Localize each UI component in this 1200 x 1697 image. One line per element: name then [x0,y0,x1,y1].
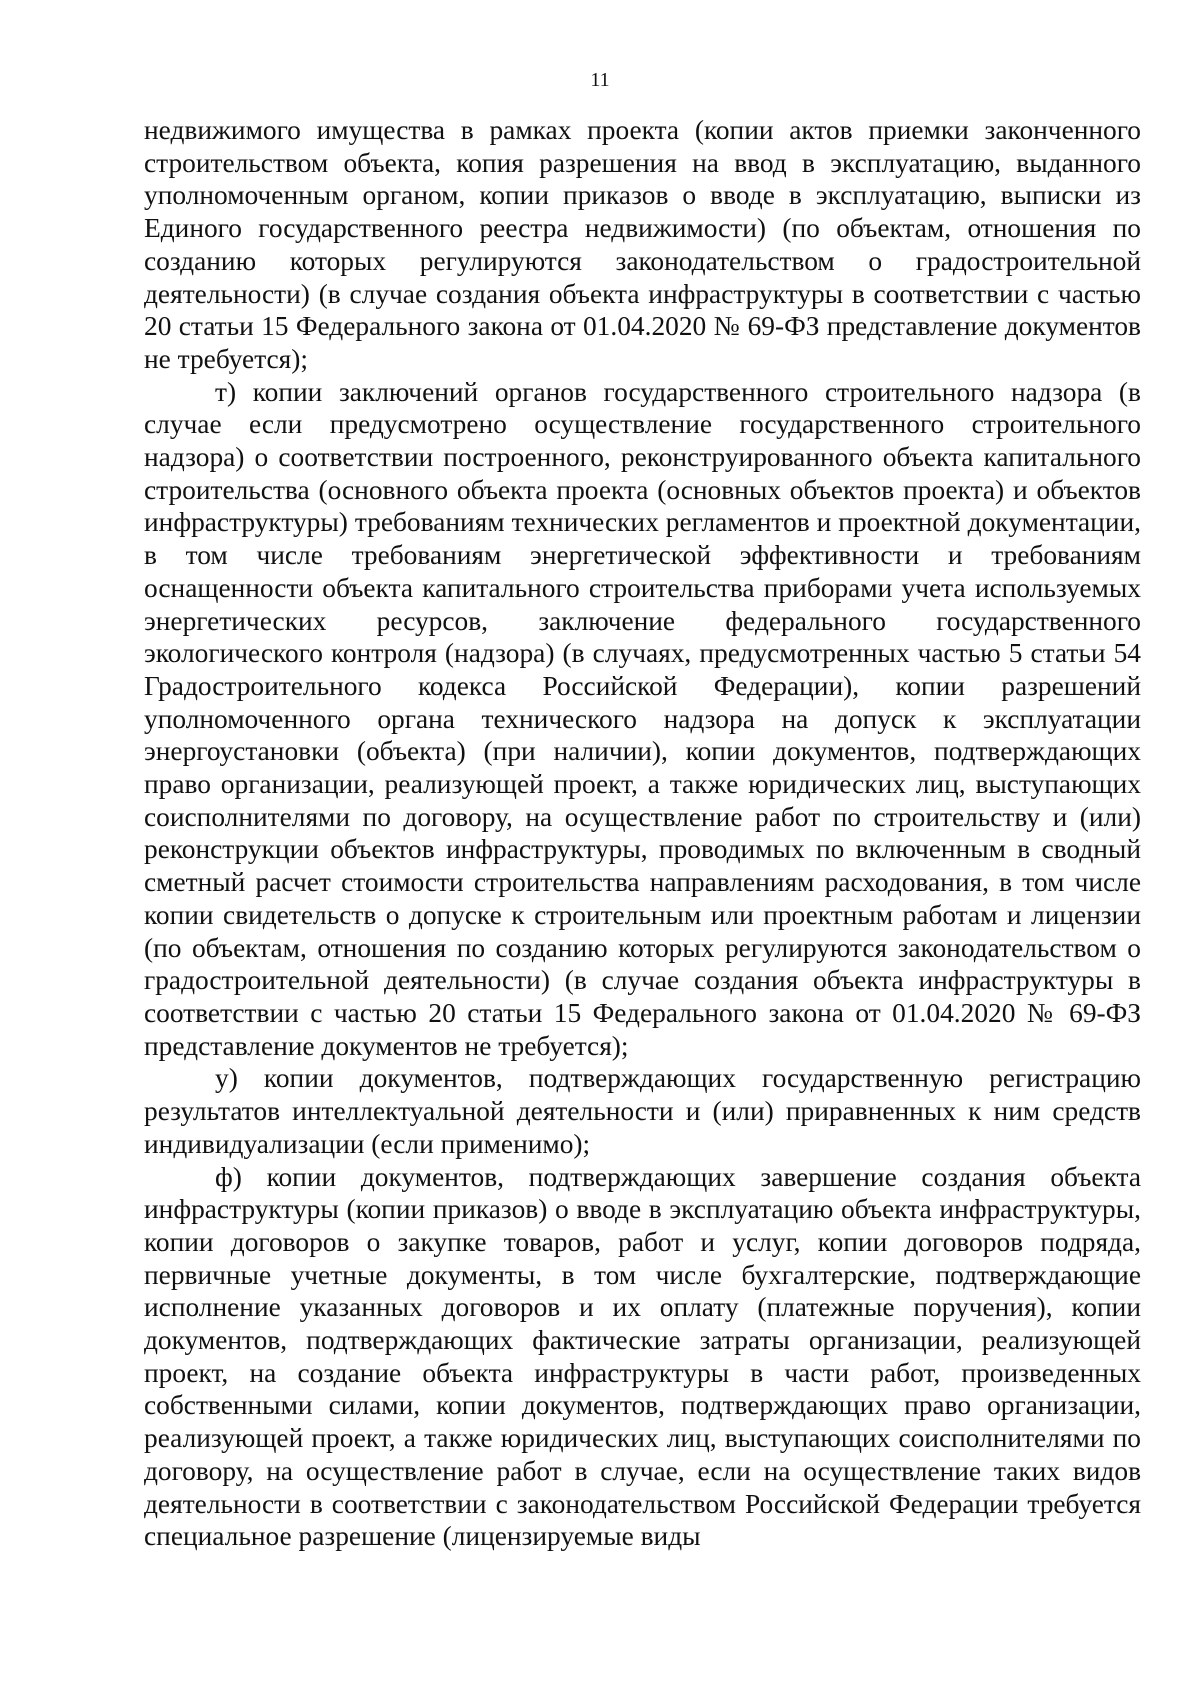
paragraph-item-t: т) копии заключений органов государственного строительного надзора (в случае если предусмотрено осуществление государственного строительного надзора) о соответствии построенного, реконструированного объекта капитального строительства (основного объекта проекта (основных объектов проекта) и объектов инфраструктуры) требованиям технических регламентов и проектной документации, в том числе требованиям энергетической эффективности и требованиям оснащенности объекта капитального строительства приборами учета используемых энергетических ресурсов, заключение федерального государственного экологического контроля (надзора) (в случаях, предусмотренных частью 5 статьи 54 Градостроительного кодекса Российской Федерации), копии разрешений уполномоченного органа технического надзора на допуск к эксплуатации энергоустановки (объекта) (при наличии), копии документов, подтверждающих право организации, реализующей проект, а также юридических лиц, выступающих соисполнителями по договору, на осуществление работ по строительству и (или) реконструкции объектов инфраструктуры, проводимых по включенным в сводный сметный расчет стоимости строительства направлениям расходования, в том числе копии свидетельств о допуске к строительным или проектным работам и лицензии (по объектам, отношения по созданию которых регулируются законодательством о градостроительной деятельности) (в случае создания объекта инфраструктуры в соответствии с частью 20 статьи 15 Федерального закона от 01.04.2020 № 69-ФЗ представление документов не требуется); [144,376,1141,1061]
paragraph-item-f: ф) копии документов, подтверждающих завершение создания объекта инфраструктуры (копии приказов) о вводе в эксплуатацию объекта инфраструктуры, копии договоров о закупке товаров, работ и услуг, копии договоров подряда, первичные учетные документы, в том числе бухгалтерские, подтверждающие исполнение указанных договоров и их оплату (платежные поручения), копии документов, подтверждающих фактические затраты организации, реализующей проект, на создание объекта инфраструктуры в части работ, произведенных собственными силами, копии документов, подтверждающих право организации, реализующей проект, а также юридических лиц, выступающих соисполнителями по договору, на осуществление работ в случае, если на осуществление таких видов деятельности в соответствии с законодательством Российской Федерации требуется специальное разрешение (лицензируемые виды [144,1161,1141,1552]
page-number: 11 [590,69,610,91]
document-body [144,114,1141,1553]
paragraph-continuation: недвижимого имущества в рамках проекта (копии актов приемки законченного строительством объекта, копия разрешения на ввод в эксплуатацию, выданного уполномоченным органом, копии приказов о вводе в эксплуатацию, выписки из Единого государственного реестра недвижимости) (по объектам, отношения по созданию которых регулируются законодательством о градостроительной деятельности) (в случае создания объекта инфраструктуры в соответствии с частью 20 статьи 15 Федерального закона от 01.04.2020 № 69-ФЗ представление документов не требуется); [144,115,1141,374]
paragraph-item-u: у) копии документов, подтверждающих государственную регистрацию результатов интеллектуальной деятельности и (или) приравненных к ним средств индивидуализации (если применимо); [144,1063,1141,1159]
